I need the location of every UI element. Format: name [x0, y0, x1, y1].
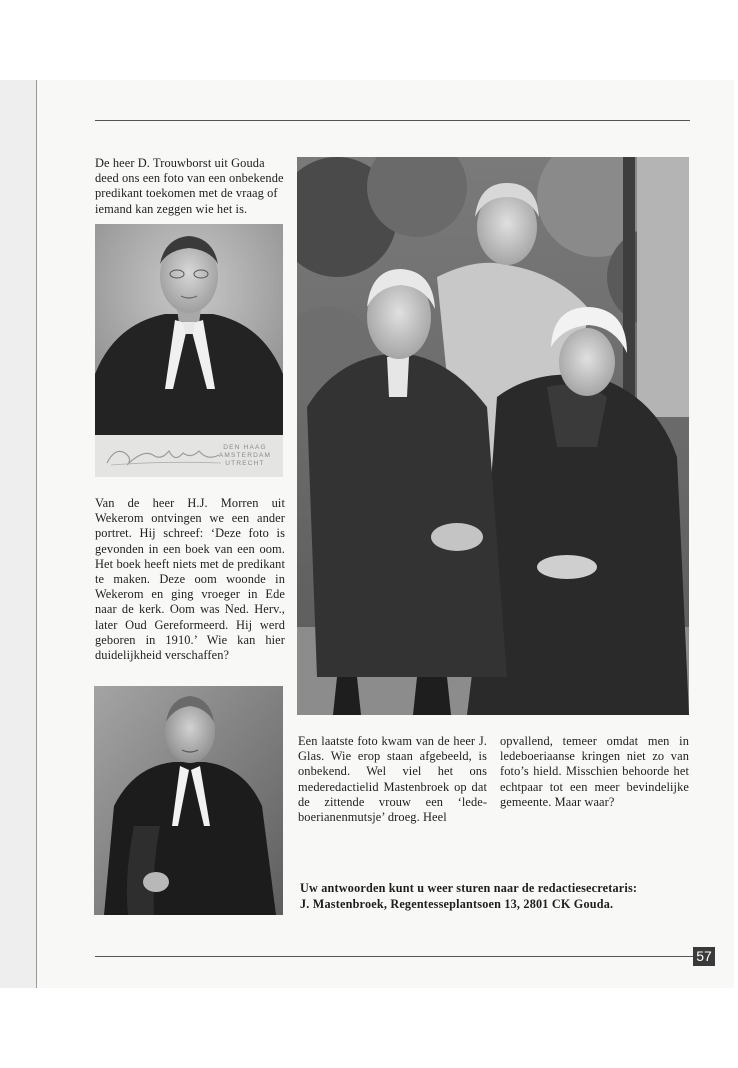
- morren-paragraph: Van de heer H.J. Morren uit Wekerom ontvingen we een ander portret. Hij schreef: ‘Deze foto is gevonden in een boek van een oom. Het boek heeft niets met de predikant te maken. Deze oom woonde in Wekerom en ging vroeger in Ede naar de kerk. Oom was Ned. Herv., later Oud Gereformeerd. Hij werd geboren in 1910.’ Wie kan hier duidelijkheid verschaffen?: [95, 496, 285, 663]
- minister-portrait-2: [94, 686, 283, 915]
- top-rule: [95, 120, 690, 121]
- bottom-rule: [95, 956, 693, 957]
- photo-studio-cities: DEN HAAG AMSTERDAM UTRECHT: [218, 444, 272, 467]
- closing-address: J. Mastenbroek, Regentesseplantsoen 13, 2801 CK Gouda.: [300, 897, 614, 911]
- photographer-signature: [103, 443, 223, 469]
- closing-note: [300, 880, 700, 912]
- glas-paragraph-col1: Een laatste foto kwam van de heer J. Glas. Wie erop staan afgebeeld, is onbekend. Wel viel het ons mederedactielid Mastenbroek op dat de zittende vrouw een ‘ledeboerianenmutsje’ droeg. Heel: [298, 734, 487, 825]
- facing-page-edge: [0, 80, 38, 988]
- photo-mount-card: [95, 435, 283, 477]
- glas-paragraph-col2: opvallend, temeer omdat men in ledeboeriaanse kringen niet zo van foto’s hield. Misschien behoorde het echtpaar tot een meer bevindelijke gemeente. Maar waar?: [500, 734, 689, 809]
- closing-line-1: Uw antwoorden kunt u weer sturen naar de redactiesecretaris:: [300, 881, 638, 895]
- page-number: 57: [693, 947, 715, 966]
- minister-portrait-1: [95, 224, 283, 435]
- intro-paragraph: De heer D. Trouwborst uit Gouda deed ons een foto van een onbekende predikant toekomen met de vraag of iemand kan zeggen wie het is.: [95, 156, 284, 216]
- group-photo-three-people: [297, 157, 689, 715]
